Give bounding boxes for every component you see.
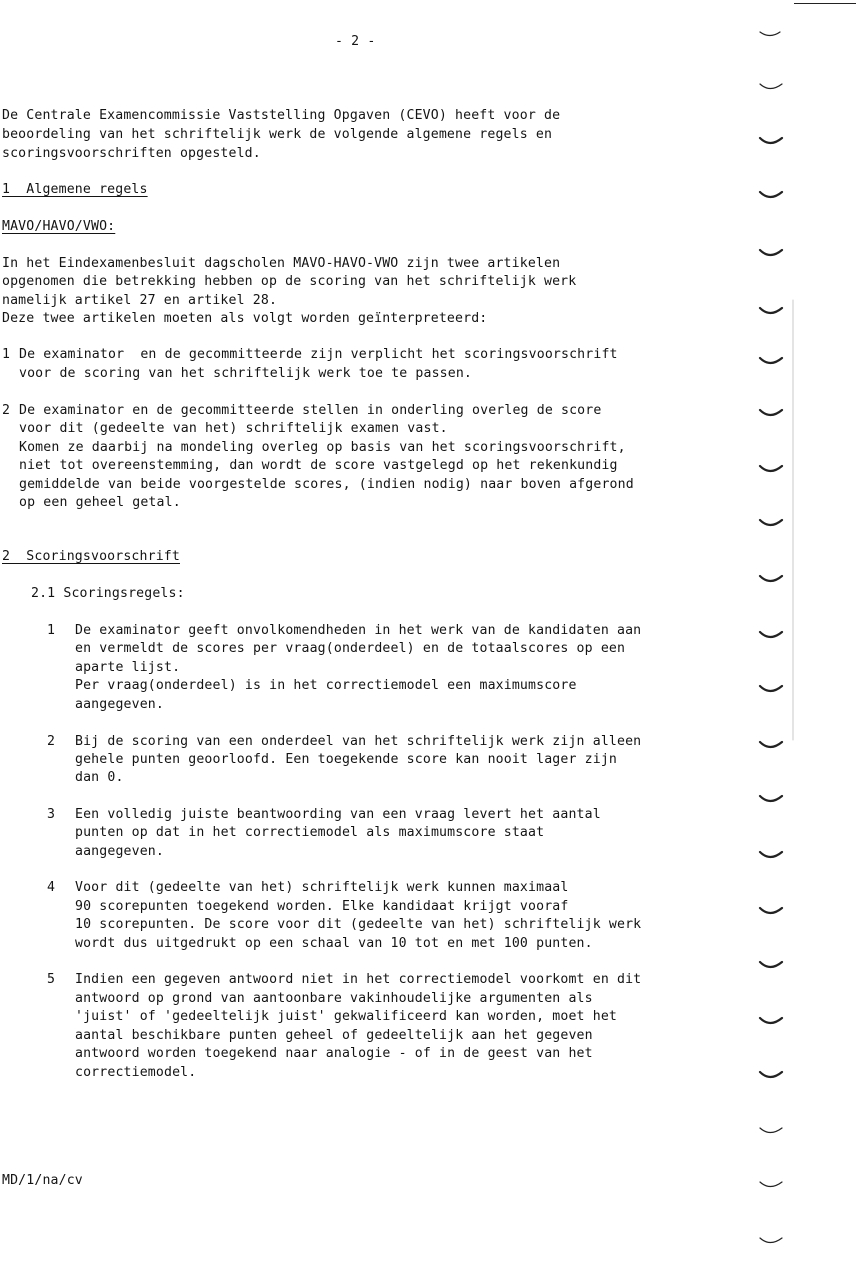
item-line: niet tot overeenstemming, dan wordt de score vastgelegd op het rekenkundig (19, 458, 618, 473)
rule-line: antwoord worden toegekend naar analogie - of in de geest van het (75, 1046, 593, 1061)
paragraph-line: namelijk artikel 27 en artikel 28. (2, 293, 278, 308)
rule-line: Voor dit (gedeelte van het) schriftelijk werk kunnen maximaal (75, 880, 569, 895)
rule-line: 'juist' of 'gedeeltelijk juist' gekwalificeerd kan worden, moet het (75, 1009, 617, 1024)
rule-line: en vermeldt de scores per vraag(onderdeel) en de totaalscores op een (75, 641, 626, 656)
rule-line: gehele punten geoorloofd. Een toegekende score kan nooit lager zijn (75, 752, 617, 767)
rule-line: punten op dat in het correctiemodel als maximumscore staat (75, 825, 545, 840)
rule-number: 3 (47, 807, 56, 822)
item-number: 1 (2, 347, 11, 362)
rule-line: aantal beschikbare punten geheel of gedeeltelijk aan het gegeven (75, 1028, 593, 1043)
item-line: Komen ze daarbij na mondeling overleg op basis van het scoringsvoorschrift, (19, 440, 626, 455)
rule-line: De examinator geeft onvolkomendheden in het werk van de kandidaten aan (75, 623, 642, 638)
rule-line: wordt dus uitgedrukt op een schaal van 10 tot en met 100 punten. (75, 936, 593, 951)
rule-line: Bij de scoring van een onderdeel van het schriftelijk werk zijn alleen (75, 734, 642, 749)
rule-number: 1 (47, 623, 56, 638)
rule-line: aparte lijst. (75, 660, 181, 675)
rule-line: Een volledig juiste beantwoording van een vraag levert het aantal (75, 807, 601, 822)
rule-number: 5 (47, 972, 56, 987)
item-line: De examinator en de gecommitteerde zijn verplicht het scoringsvoorschrift (19, 347, 618, 362)
rule-line: aangegeven. (75, 844, 164, 859)
subsection-heading-scoringsregels: 2.1 Scoringsregels: (31, 586, 185, 601)
item-line: gemiddelde van beide voorgestelde scores, (indien nodig) naar boven afgerond (19, 477, 634, 492)
intro-line: beoordeling van het schriftelijk werk de volgende algemene regels en (2, 127, 553, 142)
rule-line: Indien een gegeven antwoord niet in het correctiemodel voorkomt en dit (75, 972, 642, 987)
rule-line: aangegeven. (75, 697, 164, 712)
rule-line: 10 scorepunten. De score voor dit (gedeelte van het) schriftelijk werk (75, 917, 642, 932)
rule-number: 4 (47, 880, 56, 895)
paragraph-line: Deze twee artikelen moeten als volgt worden geïnterpreteerd: (2, 311, 488, 326)
intro-line: scoringsvoorschriften opgesteld. (2, 146, 261, 161)
section-heading-scoringsvoorschrift: 2 Scoringsvoorschrift (2, 549, 180, 564)
section-subheading-mavo-havo-vwo: MAVO/HAVO/VWO: (2, 219, 116, 234)
rule-number: 2 (47, 734, 56, 749)
paragraph-line: opgenomen die betrekking hebben op de scoring van het schriftelijk werk (2, 274, 577, 289)
item-line: voor de scoring van het schriftelijk werk toe te passen. (19, 366, 473, 381)
rule-line: Per vraag(onderdeel) is in het correctiemodel een maximumscore (75, 678, 577, 693)
item-line: op een geheel getal. (19, 495, 181, 510)
rule-line: correctiemodel. (75, 1065, 197, 1080)
item-line: voor dit (gedeelte van het) schriftelijk examen vast. (19, 421, 448, 436)
scan-edge-rule (794, 3, 856, 4)
item-number: 2 (2, 403, 11, 418)
rule-line: antwoord op grond van aantoonbare vakinhoudelijke argumenten als (75, 991, 593, 1006)
footer-code: MD/1/na/cv (2, 1173, 83, 1188)
intro-line: De Centrale Examencommissie Vaststelling Opgaven (CEVO) heeft voor de (2, 108, 561, 123)
rule-line: dan 0. (75, 770, 124, 785)
paragraph-line: In het Eindexamenbesluit dagscholen MAVO-HAVO-VWO zijn twee artikelen (2, 256, 561, 271)
item-line: De examinator en de gecommitteerde stellen in onderling overleg de score (19, 403, 602, 418)
rule-line: 90 scorepunten toegekend worden. Elke kandidaat krijgt vooraf (75, 899, 569, 914)
page-number: - 2 - (335, 34, 376, 49)
section-heading-algemene-regels: 1 Algemene regels (2, 182, 148, 197)
